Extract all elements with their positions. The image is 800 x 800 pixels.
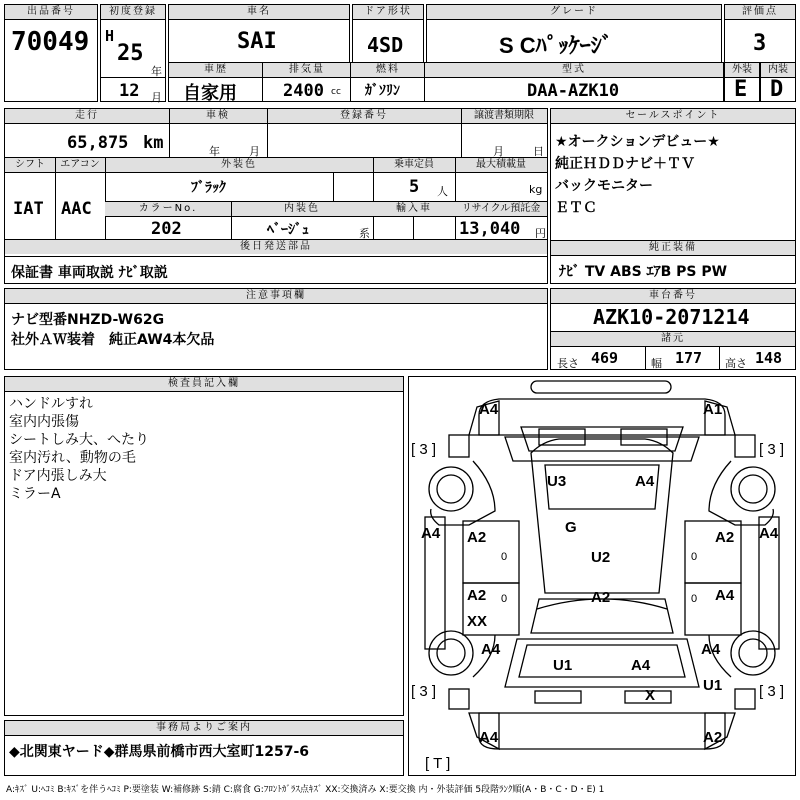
damage-code: A4 [479,401,499,418]
era: H [105,27,115,45]
inspector-line-1: ハンドルすれ [9,396,93,412]
panel-zero: 0 [501,593,508,605]
damage-code: [ T ] [425,755,451,772]
color: ﾌﾞﾗｯｸ [191,180,226,196]
inspection-month-unit: 月 [249,145,260,158]
first-reg-label: 初度登録 [101,5,165,20]
length-label: 長さ [557,357,579,370]
interior-label: 内装 [761,63,795,78]
shift-label: シフト [5,158,55,173]
damage-code: A2 [591,589,611,606]
color-no: 202 [151,219,182,239]
panel-zero: 0 [691,551,698,563]
history-label: 車歴 [169,63,263,78]
grade: S Cﾊﾟｯｹｰｼﾞ [499,33,613,58]
inspection-year-unit: 年 [209,145,220,158]
damage-code: A2 [467,587,487,604]
interior-box [760,62,796,102]
length: 469 [591,349,619,367]
recycle-label: リサイクル預託金 [455,202,547,217]
door-type: 4SD [367,33,404,57]
later-parts-label: 後日発送部品 [5,240,547,254]
later-parts: 保証書 車両取説 ﾅﾋﾞ取説 [11,265,168,281]
transfer-day-unit: 日 [533,145,544,158]
later-parts-box [4,256,548,284]
sales-point-2: 純正ＨＤＤナビ＋ＴＶ [555,156,695,172]
damage-code: A4 [759,525,779,542]
reg-number-label: 登録番号 [267,109,461,124]
reg-month: 12 [119,81,140,101]
chassis-number: AZK10-2071214 [593,305,750,329]
mileage-label: 走行 [5,109,169,124]
factory-equipment: ﾅﾋﾞ TV ABS ｴｱB PS PW [559,264,728,280]
fuel: ｶﾞｿﾘﾝ [365,83,400,99]
ac-label: エアコン [55,158,105,173]
inspector-label: 検査員記入欄 [5,377,403,392]
displacement-unit: cc [331,87,341,97]
interior-color-unit: 系 [359,227,370,240]
first-reg-box [100,4,166,102]
interior-grade: D [770,77,784,102]
damage-code: A4 [715,587,735,604]
damage-code: [ 3 ] [411,683,437,700]
panel-zero: 0 [501,551,508,563]
inspector-line-4: 室内汚れ、動物の毛 [9,450,136,466]
displacement: 2400 [283,81,324,101]
damage-code: U1 [553,657,573,674]
damage-code: U3 [547,473,567,490]
recycle: 13,040 [459,219,521,239]
sales-point-4: ＥＴＣ [555,200,597,216]
inspector-line-5: ドア内張しみ大 [9,468,107,484]
mileage: 65,875 [67,133,129,153]
shift: IAT [13,199,44,219]
ac: AAC [61,199,92,219]
import-label: 輸入車 [373,202,455,217]
sales-point-3: バックモニター [555,178,653,194]
height-label: 高さ [725,357,747,370]
reg-month-unit: 月 [151,91,162,104]
reg-year-unit: 年 [151,65,162,78]
chassis-box [550,288,796,370]
damage-code: G [565,519,577,536]
notes-box [4,288,548,370]
damage-code: U2 [591,549,611,566]
sales-point-1: ★オークションデビュー★ [555,134,720,150]
recycle-unit: 円 [535,227,546,240]
chassis-label: 車台番号 [551,289,795,304]
lot-label: 出品番号 [5,5,97,20]
inspector-line-2: 室内内張傷 [9,414,79,430]
damage-code: A4 [481,641,501,658]
office-box [4,720,404,776]
door-label: ドア形状 [353,5,423,20]
lot-number: 70049 [11,27,90,57]
exterior-box [724,62,760,102]
mileage-box [4,108,548,258]
displacement-box [262,62,352,102]
interior-color: ﾍﾞｰｼﾞｭ [267,222,309,238]
load-label: 最大積載量 [455,158,547,173]
model-box [424,62,724,102]
model-label: 型式 [425,63,723,78]
damage-code: XX [467,613,488,630]
width: 177 [675,349,703,367]
damage-code: A4 [701,641,721,658]
legend: A:ｷｽﾞ U:ﾍｺﾐ B:ｷｽﾞを伴うﾍｺﾐ P:要塗装 W:補修跡 S:錆 C:腐食 G:ﾌﾛﾝﾄｶﾞﾗｽ点ｷｽﾞ XX:交換済み X:要交換 内・外装評価 5段階ﾗﾝｸ順(A・B・C・D・E) 1 [6,785,605,795]
score-label: 評価点 [725,5,795,20]
grade-label: グレード [427,5,721,20]
capacity-unit: 人 [437,185,448,198]
score-box [724,4,796,64]
office-label: 事務局よりご案内 [5,721,403,736]
load-unit: kg [529,183,543,196]
car-outline [409,377,795,775]
inspector-line-6: ミラーA [9,486,61,502]
damage-code: U1 [703,677,723,694]
car-name-box [168,4,350,64]
exterior-grade: E [734,77,748,102]
transfer-label: 譲渡書類期限 [461,109,547,124]
reg-year: 25 [117,41,144,66]
mileage-unit: km [143,133,164,153]
damage-code: [ 3 ] [411,441,437,458]
note-1: ナビ型番NHZD-W62G [11,312,165,328]
history-box [168,62,264,102]
transfer-month-unit: 月 [493,145,504,158]
lot-box [4,4,98,102]
damage-code: [ 3 ] [759,441,785,458]
factory-equipment-label: 純正装備 [551,241,795,256]
height: 148 [755,349,783,367]
fuel-box [350,62,426,102]
damage-code: A4 [479,729,499,746]
color-no-label: カラーNo. [105,202,231,217]
fuel-label: 燃料 [351,63,425,78]
model: DAA-AZK10 [527,81,620,101]
score: 3 [753,31,767,56]
interior-color-label: 内装色 [231,202,373,217]
specs-label: 諸元 [551,331,795,347]
car-name-label: 車名 [169,5,349,20]
history: 自家用 [183,83,237,104]
capacity: 5 [409,177,420,197]
damage-code: A1 [703,401,723,418]
factory-equipment-box [550,240,796,284]
notes-label: 注意事項欄 [5,289,547,304]
inspector-box [4,376,404,716]
damage-code: A2 [703,729,723,746]
damage-code: X [645,687,656,704]
capacity-label: 乗車定員 [373,158,455,173]
sales-points-label: セールスポイント [551,109,795,124]
panel-zero: 0 [691,593,698,605]
exterior-label: 外装 [725,63,759,78]
damage-code: A4 [635,473,655,490]
width-label: 幅 [651,357,662,370]
grade-box [426,4,722,64]
damage-code: A4 [631,657,651,674]
inspection-label: 車検 [169,109,267,124]
note-2: 社外ＡＷ装着 純正AW4本欠品 [11,332,215,348]
sales-points-box [550,108,796,242]
damage-code: A4 [421,525,441,542]
displacement-label: 排気量 [263,63,351,78]
damage-code: [ 3 ] [759,683,785,700]
inspector-line-3: シートしみ大、へたり [9,432,149,448]
damage-code: A2 [715,529,735,546]
office-address: ◆北関東ヤード◆群馬県前橋市西大室町1257-6 [9,744,310,760]
door-box [352,4,424,64]
color-label: 外装色 [105,158,373,173]
damage-code: A2 [467,529,487,546]
car-name: SAI [237,29,277,54]
damage-diagram [408,376,796,776]
